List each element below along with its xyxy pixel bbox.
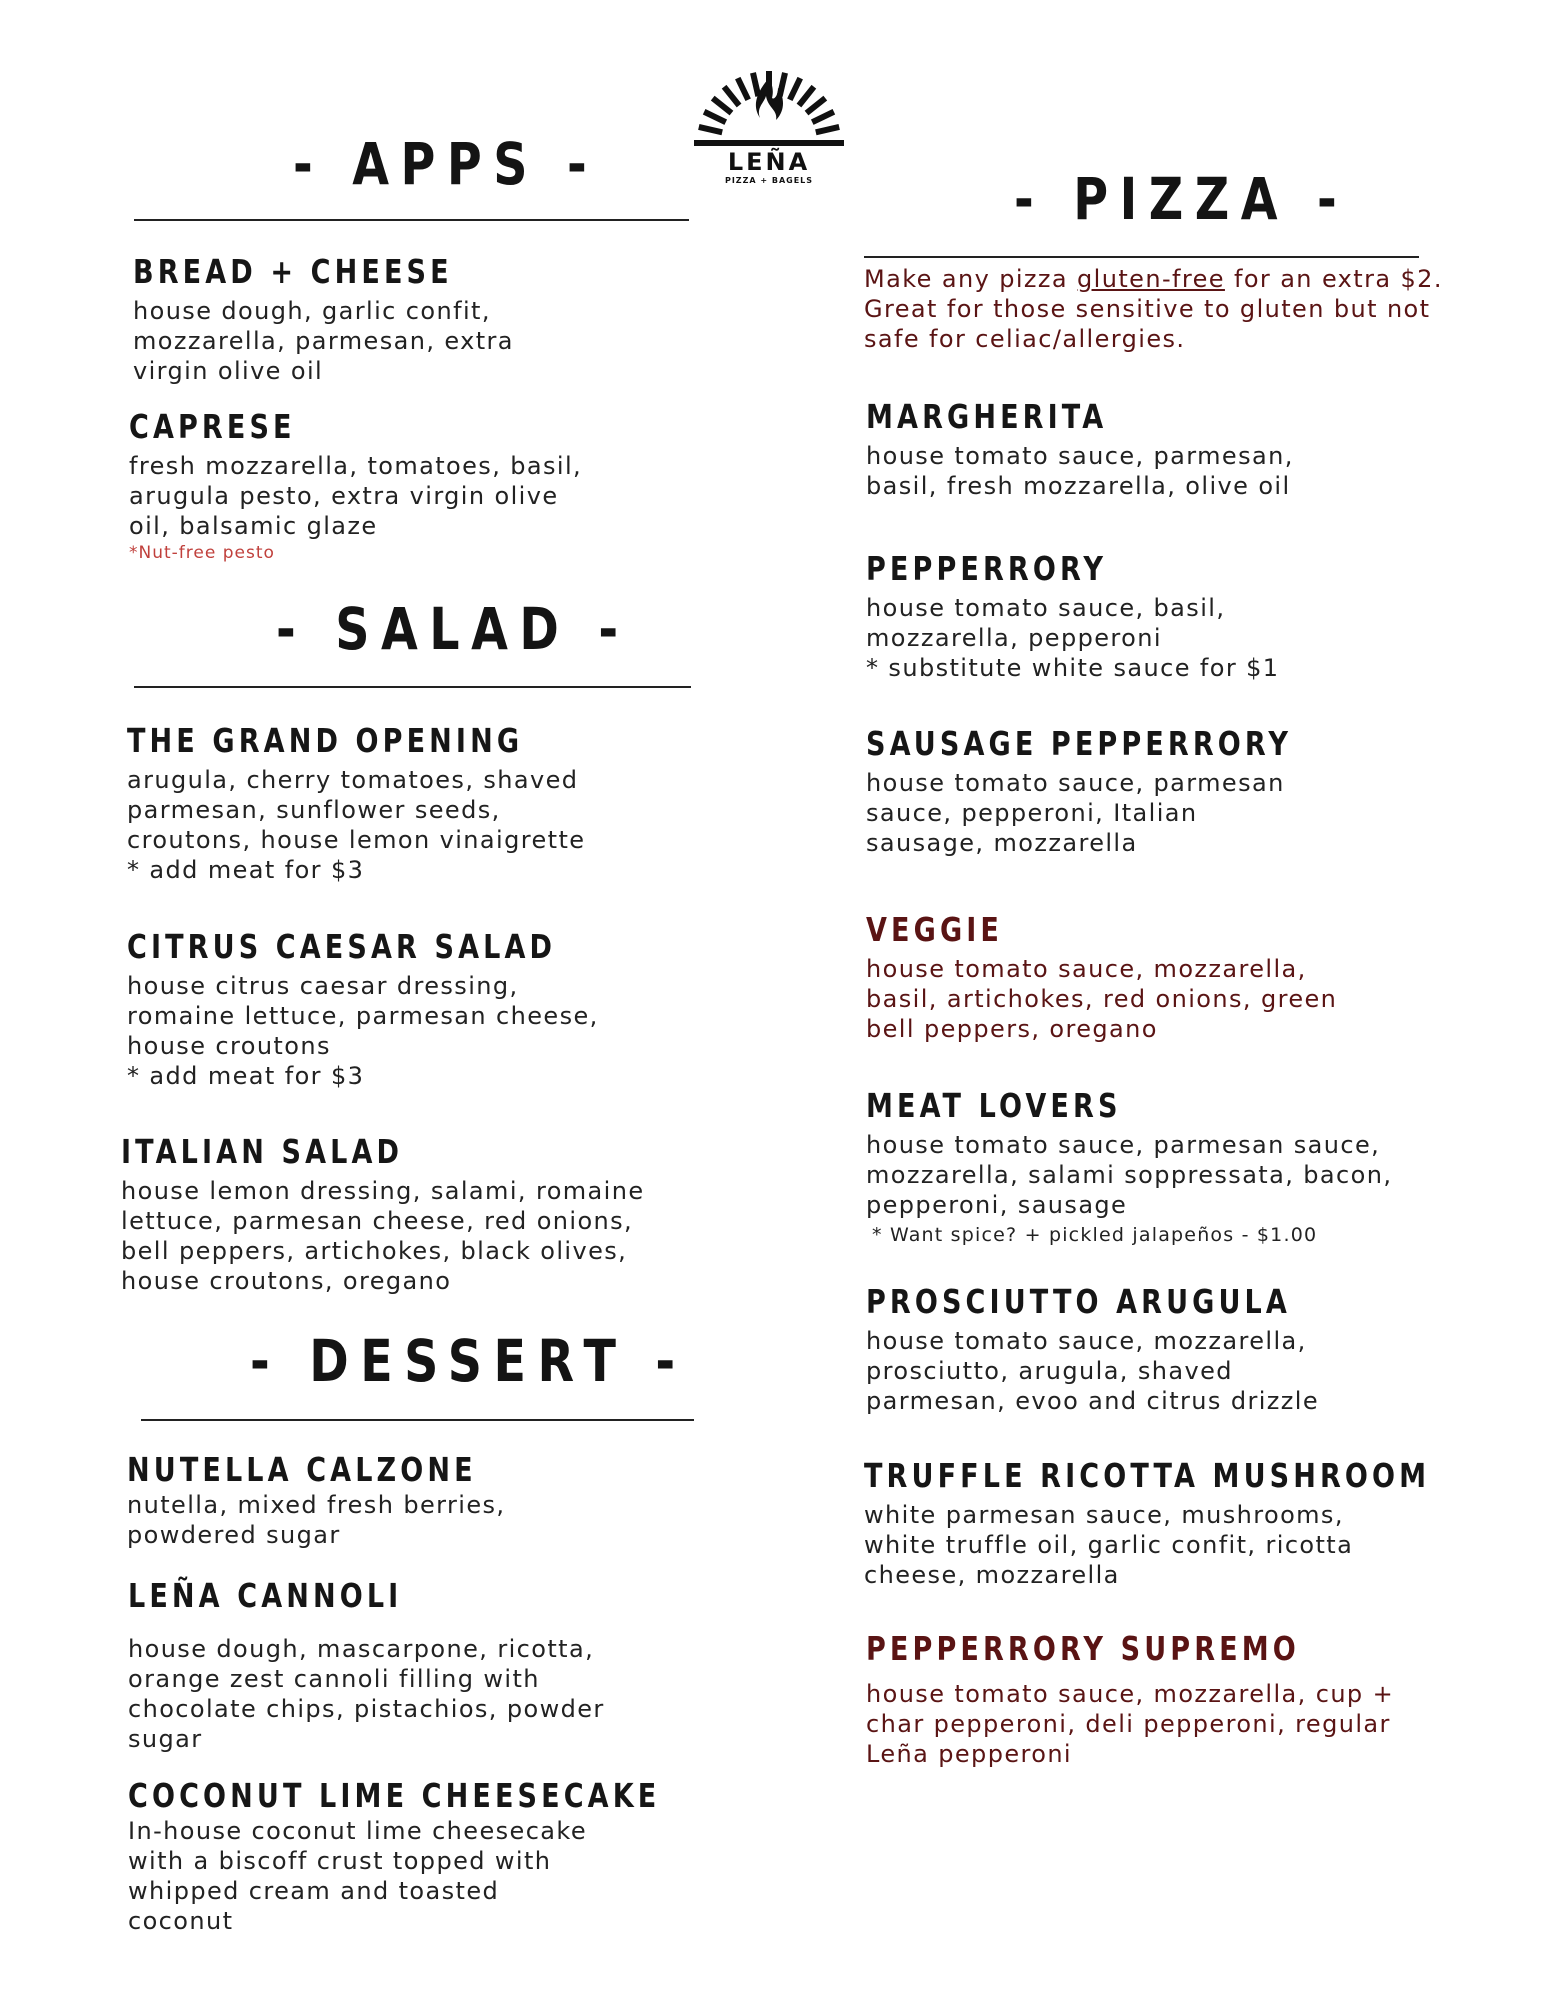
item-description: house lemon dressing, salami, romaine lettuce, parmesan cheese, red onions, bell peppers, artichokes, black olives, house croutons, oregano <box>121 1177 645 1295</box>
gluten-free-note: Make any pizza gluten-free for an extra $2. Great for those sensitive to gluten but not safe for celiac/allergies. <box>864 265 1443 353</box>
item-name: TRUFFLE RICOTTA MUSHROOM <box>864 1456 1431 1495</box>
menu-item <box>128 1576 605 1754</box>
apps-divider <box>134 219 689 221</box>
item-name: PROSCIUTTO ARUGULA <box>866 1282 1291 1321</box>
item-description: fresh mozzarella, tomatoes, basil, arugula pesto, extra virgin olive oil, balsamic glaze <box>129 452 583 540</box>
menu-item <box>866 724 1386 858</box>
logo-tagline: PIZZA + BAGELS <box>724 176 814 185</box>
menu-item <box>866 1282 1384 1416</box>
menu-item <box>866 397 1294 501</box>
menu-item <box>127 1450 553 1550</box>
item-description: house tomato sauce, basil, mozzarella, pepperoni * substitute white sauce for $1 <box>866 594 1280 682</box>
menu-item <box>864 1456 1545 1590</box>
item-description: white parmesan sauce, mushrooms, white truffle oil, garlic confit, ricotta cheese, mozzarella <box>864 1501 1354 1589</box>
item-description: nutella, mixed fresh berries, powdered sugar <box>127 1491 506 1549</box>
lena-logo <box>694 48 844 185</box>
item-name: MEAT LOVERS <box>866 1086 1122 1125</box>
item-note: *Nut-free pesto <box>129 543 275 563</box>
oven-flame-icon <box>694 48 844 148</box>
menu-item <box>127 721 610 885</box>
menu-item <box>866 1086 1392 1246</box>
dessert-section-title: - DESSERT - <box>250 1327 687 1395</box>
item-name: ITALIAN SALAD <box>121 1132 404 1171</box>
dessert-divider <box>141 1419 694 1421</box>
menu-item <box>127 927 650 1091</box>
apps-section-title: - APPS - <box>293 130 599 198</box>
item-description: In-house coconut lime cheesecake with a biscoff crust topped with whipped cream and toasted coconut <box>128 1817 587 1935</box>
item-name: COCONUT LIME CHEESECAKE <box>128 1776 661 1815</box>
item-description: house tomato sauce, parmesan, basil, fresh mozzarella, olive oil <box>866 442 1294 500</box>
item-description: house tomato sauce, parmesan sauce, pepperoni, Italian sausage, mozzarella <box>866 769 1285 857</box>
menu-item <box>866 910 1337 1044</box>
pizza-divider <box>864 256 1419 258</box>
item-description: arugula, cherry tomatoes, shaved parmesan, sunflower seeds, croutons, house lemon vinaigrette * add meat for $3 <box>127 766 586 884</box>
salad-divider <box>134 686 691 688</box>
item-name: CAPRESE <box>129 407 296 446</box>
menu-item <box>866 549 1279 683</box>
menu-item <box>128 1776 777 1936</box>
item-name: MARGHERITA <box>866 397 1108 436</box>
salad-section-title: - SALAD - <box>276 595 630 663</box>
menu-item <box>133 252 523 386</box>
item-name: BREAD + CHEESE <box>133 252 453 291</box>
item-name: NUTELLA CALZONE <box>127 1450 477 1489</box>
item-name: THE GRAND OPENING <box>127 721 524 760</box>
item-name: LEÑA CANNOLI <box>128 1576 403 1615</box>
item-note: * Want spice? + pickled jalapeños - $1.00 <box>872 1224 1318 1246</box>
item-name: PEPPERRORY SUPREMO <box>866 1629 1300 1668</box>
item-description: house tomato sauce, parmesan sauce, mozzarella, salami soppressata, bacon, pepperoni, sausage <box>866 1131 1393 1219</box>
item-description: house citrus caesar dressing, romaine lettuce, parmesan cheese, house croutons * add meat for $3 <box>127 972 599 1090</box>
item-description: house tomato sauce, mozzarella, basil, artichokes, red onions, green bell peppers, oregano <box>866 955 1338 1043</box>
item-name: CITRUS CAESAR SALAD <box>127 927 557 966</box>
gluten-free-link[interactable]: gluten-free <box>1077 265 1225 293</box>
menu-item <box>866 1629 1395 1769</box>
item-description: house dough, mascarpone, ricotta, orange zest cannoli filling with chocolate chips, pistachios, powder sugar <box>128 1635 605 1753</box>
item-name: PEPPERRORY <box>866 549 1108 588</box>
item-description: house dough, garlic confit, mozzarella, parmesan, extra virgin olive oil <box>133 297 514 385</box>
item-name: SAUSAGE PEPPERRORY <box>866 724 1293 763</box>
menu-item <box>129 407 582 563</box>
logo-wordmark: LEÑA <box>727 148 811 176</box>
item-description: house tomato sauce, mozzarella, cup + char pepperoni, deli pepperoni, regular Leña pepperoni <box>866 1680 1395 1768</box>
pizza-section-title: - PIZZA - <box>1014 165 1349 233</box>
item-description: house tomato sauce, mozzarella, prosciutto, arugula, shaved parmesan, evoo and citrus drizzle <box>866 1327 1320 1415</box>
menu-item <box>121 1132 645 1296</box>
item-name: VEGGIE <box>866 910 1004 949</box>
